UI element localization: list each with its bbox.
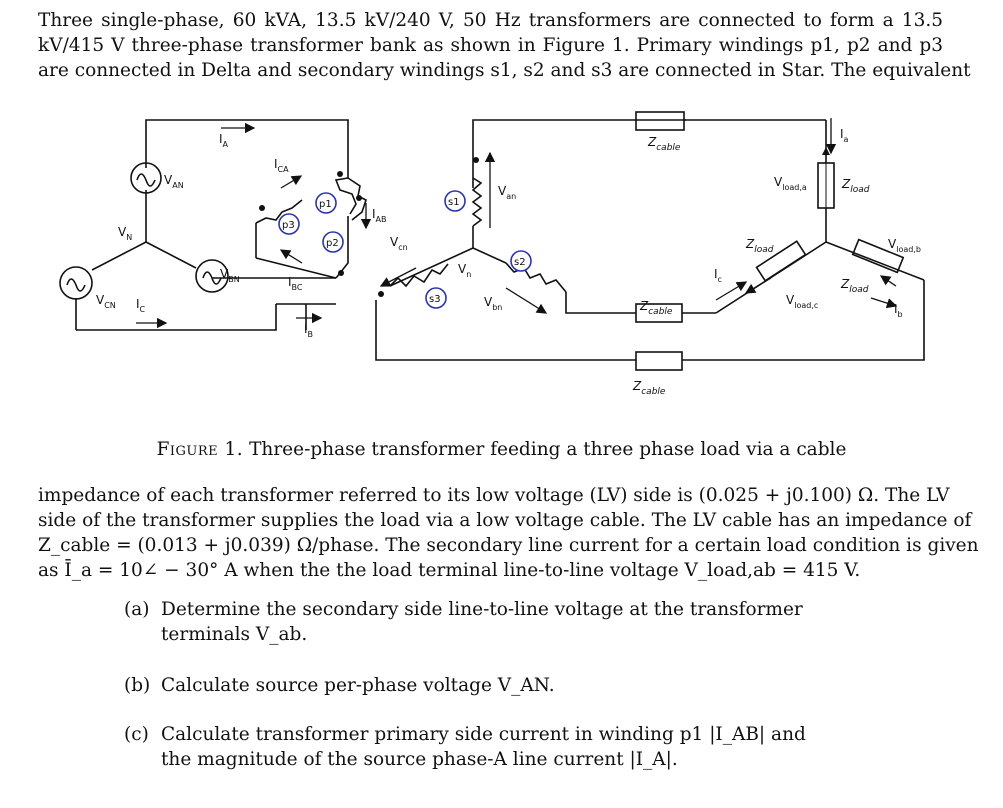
details-line-4: as Ī_a = 10∠ − 30° A when the the load terminal line-to-line voltage V_load,ab = 415 V. [38,560,861,581]
question-text-line: Determine the secondary side line-to-line voltage at the transformer [161,599,803,620]
question-label: (b) [124,675,151,696]
question-text-line: Calculate source per-phase voltage V_AN. [161,675,555,696]
intro-line-2: kV/415 V three-phase transformer bank as shown in Figure 1. Primary windings p1, p2 and p3 [38,35,943,56]
details-paragraph [38,483,979,583]
svg-text:p3: p3 [282,220,295,231]
svg-text:Vload,b: $V_{load,b}$ [888,237,921,254]
svg-text:Vload,c: $V_{load,c}$ [786,293,819,310]
svg-text:s2: s2 [514,257,526,268]
svg-text:Ib: $I_b$ [894,302,903,319]
svg-text:s3: s3 [429,294,441,305]
coil-p1 [336,178,356,214]
question-label: (c) [124,724,149,745]
intro-line-1: Three single-phase, 60 kVA, 13.5 kV/240 V, 50 Hz transformers are connected to form a 13.5 [38,10,943,31]
zcable-a-box [636,112,684,130]
svg-text:Vcn: $V_{cn}$ [390,235,408,252]
svg-text:IB: $I_B$ [304,322,314,339]
caption-label: Figure 1. [156,439,244,460]
svg-text:Vbn: $V_{bn}$ [484,295,503,312]
svg-text:Zload: $Z_{load}$ [842,177,870,195]
coil-s1 [473,178,481,226]
figure-caption [0,439,1003,460]
source-a-sine [137,174,155,186]
question-text-line: the magnitude of the source phase-A line current |I_A|. [161,749,678,770]
svg-text:Vload,a: $V_{load,a}$ [774,175,807,192]
svg-text:Zcable: $Z_{cable}$ [633,379,666,397]
svg-text:s1: s1 [448,197,460,208]
svg-text:Zload: $Z_{load}$ [841,277,869,295]
svg-text:Zcable: $Z_{cable}$ [640,299,673,317]
svg-text:IBC: $I_{BC}$ [288,275,303,292]
caption-text: Three-phase transformer feeding a three phase load via a cable [249,439,847,460]
svg-text:p2: p2 [326,238,339,249]
details-line-1: impedance of each transformer referred to its low voltage (LV) side is (0.025 + j0.100) Ω. The LV [38,485,950,506]
svg-text:Zcable: $Z_{cable}$ [648,135,681,153]
svg-text:IC: $I_C$ [136,297,146,314]
svg-text:Van: $V_{an}$ [498,184,517,201]
svg-text:IA: $I_A$ [219,132,229,149]
svg-text:IAB: $I_{AB}$ [372,207,387,224]
source-c-circle [60,267,92,299]
wire-a [146,120,348,178]
intro-paragraph [38,8,971,83]
svg-text:p1: p1 [319,199,332,210]
svg-text:VN: $V_N$ [118,225,133,242]
question-text-line: Calculate transformer primary side current in winding p1 |I_AB| and [161,724,806,745]
svg-text:Ic: $I_c$ [714,267,722,284]
svg-text:Ia: $I_a$ [840,127,849,144]
svg-text:VCN: $V_{CN}$ [96,293,116,310]
svg-text:Vn: $V_n$ [458,262,472,279]
question-text-line: terminals V_ab. [161,624,308,645]
details-line-3: Z_cable = (0.013 + j0.039) Ω/phase. The secondary line current for a certain load condition is given [38,535,979,556]
details-line-2: side of the transformer supplies the load via a low voltage cable. The LV cable has an impedance of [38,510,972,531]
svg-text:VAN: $V_{AN}$ [164,173,184,190]
intro-line-3: are connected in Delta and secondary windings s1, s2 and s3 are connected in Star. The equivalent [38,60,971,81]
question-label: (a) [124,599,150,620]
zcable-c-box [636,352,682,370]
svg-text:ICA: $I_{CA}$ [274,157,289,174]
circuit-diagram [36,108,966,408]
svg-text:VBN: $V_{BN}$ [220,267,240,284]
svg-text:Zload: $Z_{load}$ [746,237,774,255]
